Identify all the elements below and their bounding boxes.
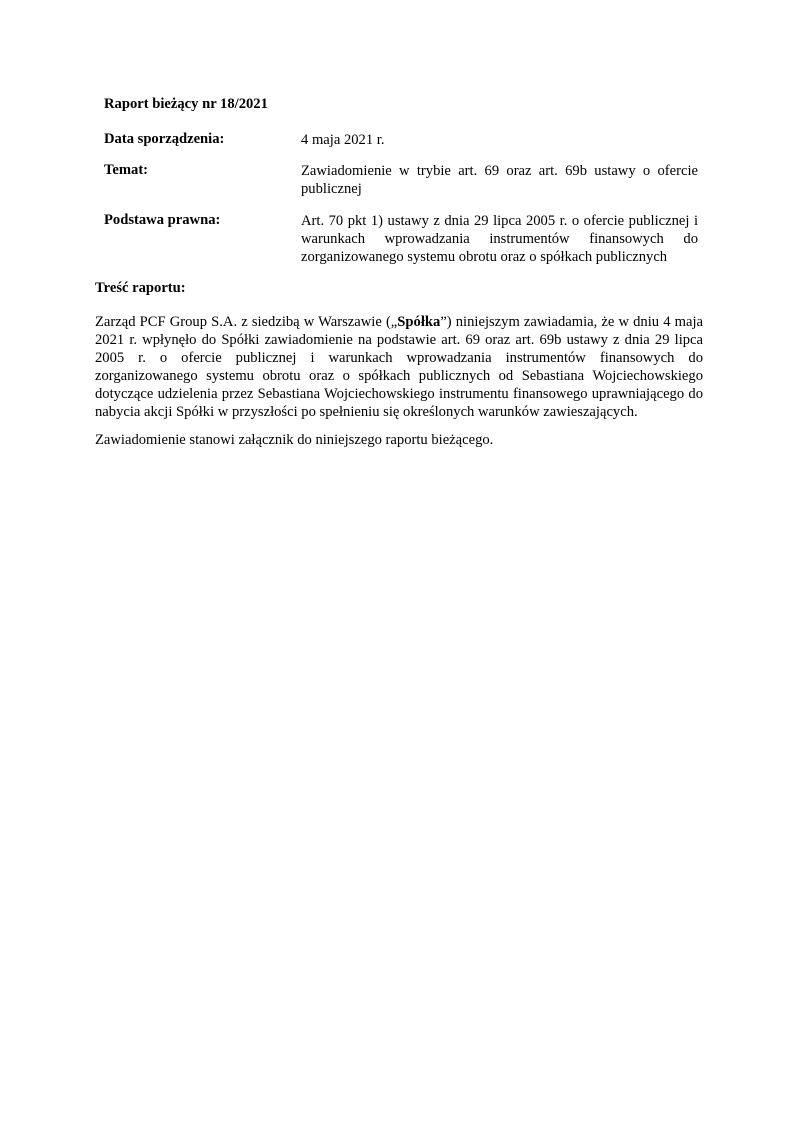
company-short-name: Spółka xyxy=(397,314,441,330)
paragraph-line: dotyczące udzielenia przez Sebastiana Wojciechowskiego instrumentu finansowego uprawniającego do xyxy=(95,386,703,402)
paragraph-line: 2005 r. o ofercie publicznej i warunkach wprowadzania instrumentów finansowych do xyxy=(95,350,703,366)
report-title: Raport bieżący nr 18/2021 xyxy=(104,96,268,112)
paragraph-text: ”) niniejszym zawiadamia, że w dniu 4 maja xyxy=(440,314,703,330)
subject-value xyxy=(301,162,698,198)
legal-basis-line: warunkach wprowadzania instrumentów finansowych do xyxy=(301,231,698,247)
content-paragraph-1 xyxy=(95,313,703,421)
date-value xyxy=(301,131,698,149)
subject-line: publicznej xyxy=(301,181,362,197)
paragraph-line xyxy=(95,313,703,331)
date-label: Data sporządzenia: xyxy=(104,131,225,147)
content-label: Treść raportu: xyxy=(95,280,186,296)
paragraph-line: zorganizowanego systemu obrotu oraz o spółkach publicznych od Sebastiana Wojciechowskiego xyxy=(95,368,703,384)
paragraph-line: Zawiadomienie stanowi załącznik do niniejszego raportu bieżącego. xyxy=(95,432,494,448)
paragraph-text: Zarząd PCF Group S.A. z siedzibą w Warszawie („ xyxy=(95,314,398,330)
legal-basis-line: Art. 70 pkt 1) ustawy z dnia 29 lipca 2005 r. o ofercie publicznej i xyxy=(301,213,698,229)
paragraph-line: nabycia akcji Spółki w przyszłości po spełnieniu się określonych warunków zawieszających. xyxy=(95,404,638,420)
legal-basis-label: Podstawa prawna: xyxy=(104,212,221,228)
legal-basis-line: zorganizowanego systemu obrotu oraz o spółkach publicznych xyxy=(301,249,668,265)
date-value-text: 4 maja 2021 r. xyxy=(301,132,385,148)
subject-label: Temat: xyxy=(104,162,149,178)
subject-line: Zawiadomienie w trybie art. 69 oraz art. 69b ustawy o ofercie xyxy=(301,163,698,179)
content-paragraph-2 xyxy=(95,431,703,449)
legal-basis-value xyxy=(301,212,698,266)
paragraph-line: 2021 r. wpłynęło do Spółki zawiadomienie na podstawie art. 69 oraz art. 69b ustawy z dnia 29 lipca xyxy=(95,332,703,348)
